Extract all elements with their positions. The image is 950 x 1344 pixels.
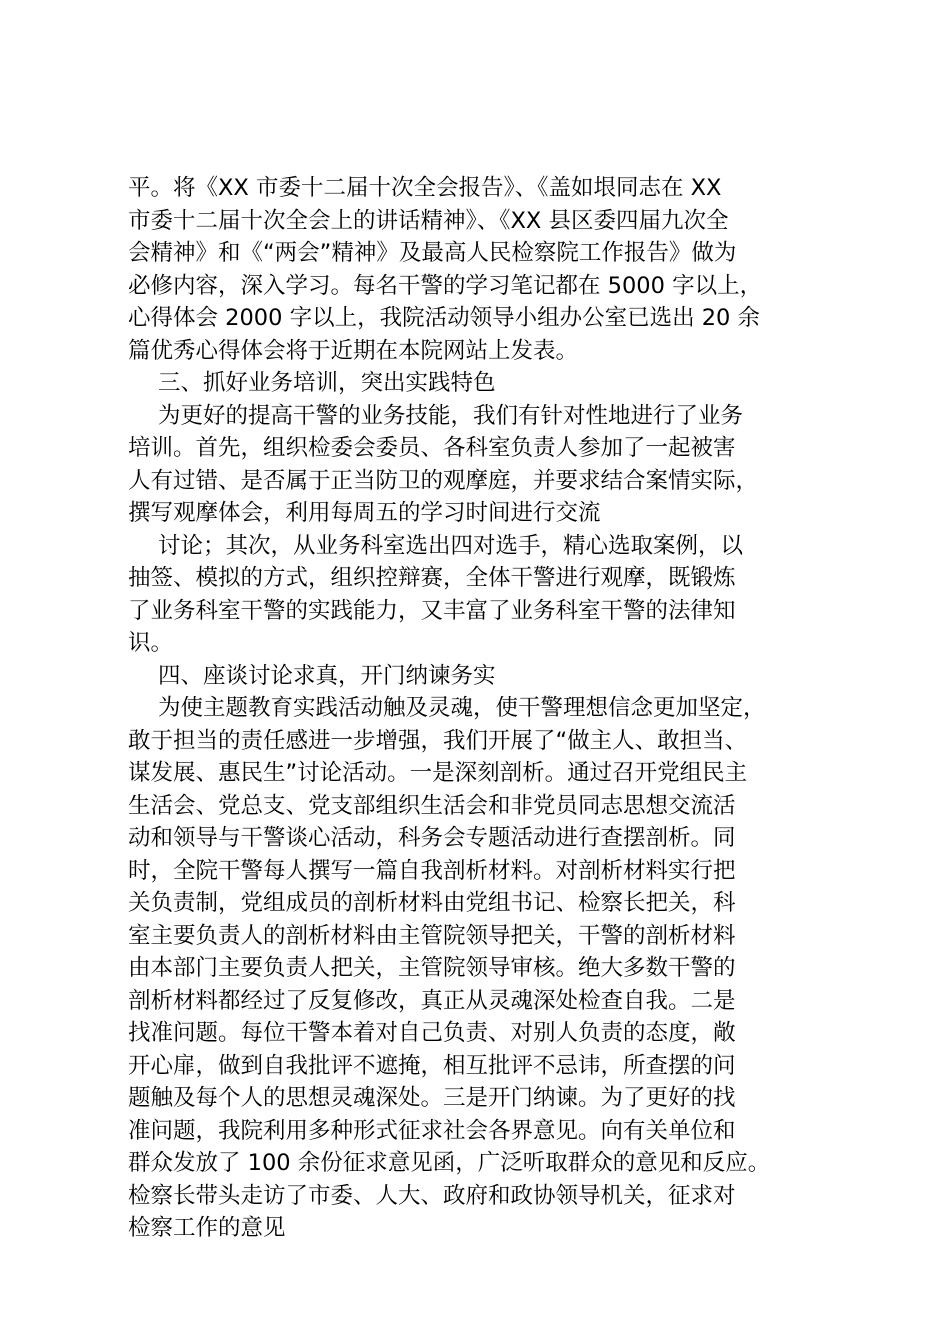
text-line: 撰写观摩体会，利用每周五的学习时间进行交流	[128, 500, 601, 526]
text-line: 由本部门主要负责人把关，主管院领导审核。绝大多数干警的	[128, 955, 736, 981]
text-line: 准问题，我院利用多种形式征求社会各界意见。向有关单位和	[128, 1117, 736, 1144]
text-line: 了业务科室干警的实践能力，又丰富了业务科室干警的法律知	[128, 597, 736, 624]
text-line: 检察长带头走访了市委、人大、政府和政协领导机关，征求对	[128, 1182, 736, 1209]
text-line: 为更好的提高干警的业务技能，我们有针对性地进行了业务	[158, 402, 744, 429]
text-line: 三、抓好业务培训，突出实践特色	[158, 370, 496, 396]
text-line: 动和领导与干警谈心活动，科务会专题活动进行查摆剖析。同	[128, 825, 736, 851]
text-line: 会精神》和《“两会”精神》及最高人民检察院工作报告》做为	[128, 240, 737, 266]
text-line: 平。将《XX 市委十二届十次全会报告》、《盖如垠同志在 XX	[128, 175, 722, 201]
text-line: 市委十二届十次全会上的讲话精神》、《XX 县区委四届九次全	[128, 207, 729, 234]
text-line: 剖析材料都经过了反复修改，真正从灵魂深处检查自我。二是	[128, 987, 736, 1014]
body-text	[128, 172, 848, 1245]
text-line: 抽签、模拟的方式，组织控辩赛，全体干警进行观摩，既锻炼	[128, 565, 736, 591]
text-line: 检察工作的意见	[128, 1215, 286, 1241]
text-line: 识。	[128, 630, 174, 656]
text-line: 敢于担当的责任感进一步增强，我们开展了“做主人、敢担当、	[128, 727, 748, 754]
text-line: 谋发展、惠民生”讨论活动。一是深刻剖析。通过召开党组民主	[128, 760, 748, 786]
text-line: 开心扉，做到自我批评不遮掩，相互批评不忌讳，所查摆的问	[128, 1052, 736, 1079]
text-line: 时，全院干警每人撰写一篇自我剖析材料。对剖析材料实行把	[128, 857, 736, 884]
text-line: 关负责制，党组成员的剖析材料由党组书记、检察长把关，科	[128, 890, 736, 916]
text-line: 题触及每个人的思想灵魂深处。三是开门纳谏。为了更好的找	[128, 1085, 736, 1111]
text-line: 室主要负责人的剖析材料由主管院领导把关，干警的剖析材料	[128, 922, 736, 949]
text-line: 必修内容，深入学习。每名干警的学习笔记都在 5000 字以上，	[128, 272, 763, 299]
text-line: 找准问题。每位干警本着对自己负责、对别人负责的态度，敞	[128, 1020, 736, 1046]
text-line: 篇优秀心得体会将于近期在本院网站上发表。	[128, 337, 579, 364]
text-line: 四、座谈讨论求真，开门纳谏务实	[158, 662, 496, 689]
text-line: 培训。首先，组织检委会委员、各科室负责人参加了一起被害	[128, 435, 736, 461]
text-line: 心得体会 2000 字以上，我院活动领导小组办公室已选出 20 余	[128, 305, 761, 331]
text-line: 讨论；其次，从业务科室选出四对选手，精心选取案例，以	[158, 532, 744, 559]
text-line: 人有过错、是否属于正当防卫的观摩庭，并要求结合案情实际，	[128, 467, 759, 494]
text-line: 群众发放了 100 余份征求意见函，广泛听取群众的意见和反应。	[128, 1150, 771, 1176]
text-line: 生活会、党总支、党支部组织生活会和非党员同志思想交流活	[128, 792, 736, 819]
text-line: 为使主题教育实践活动触及灵魂，使干警理想信念更加坚定，	[158, 695, 766, 721]
